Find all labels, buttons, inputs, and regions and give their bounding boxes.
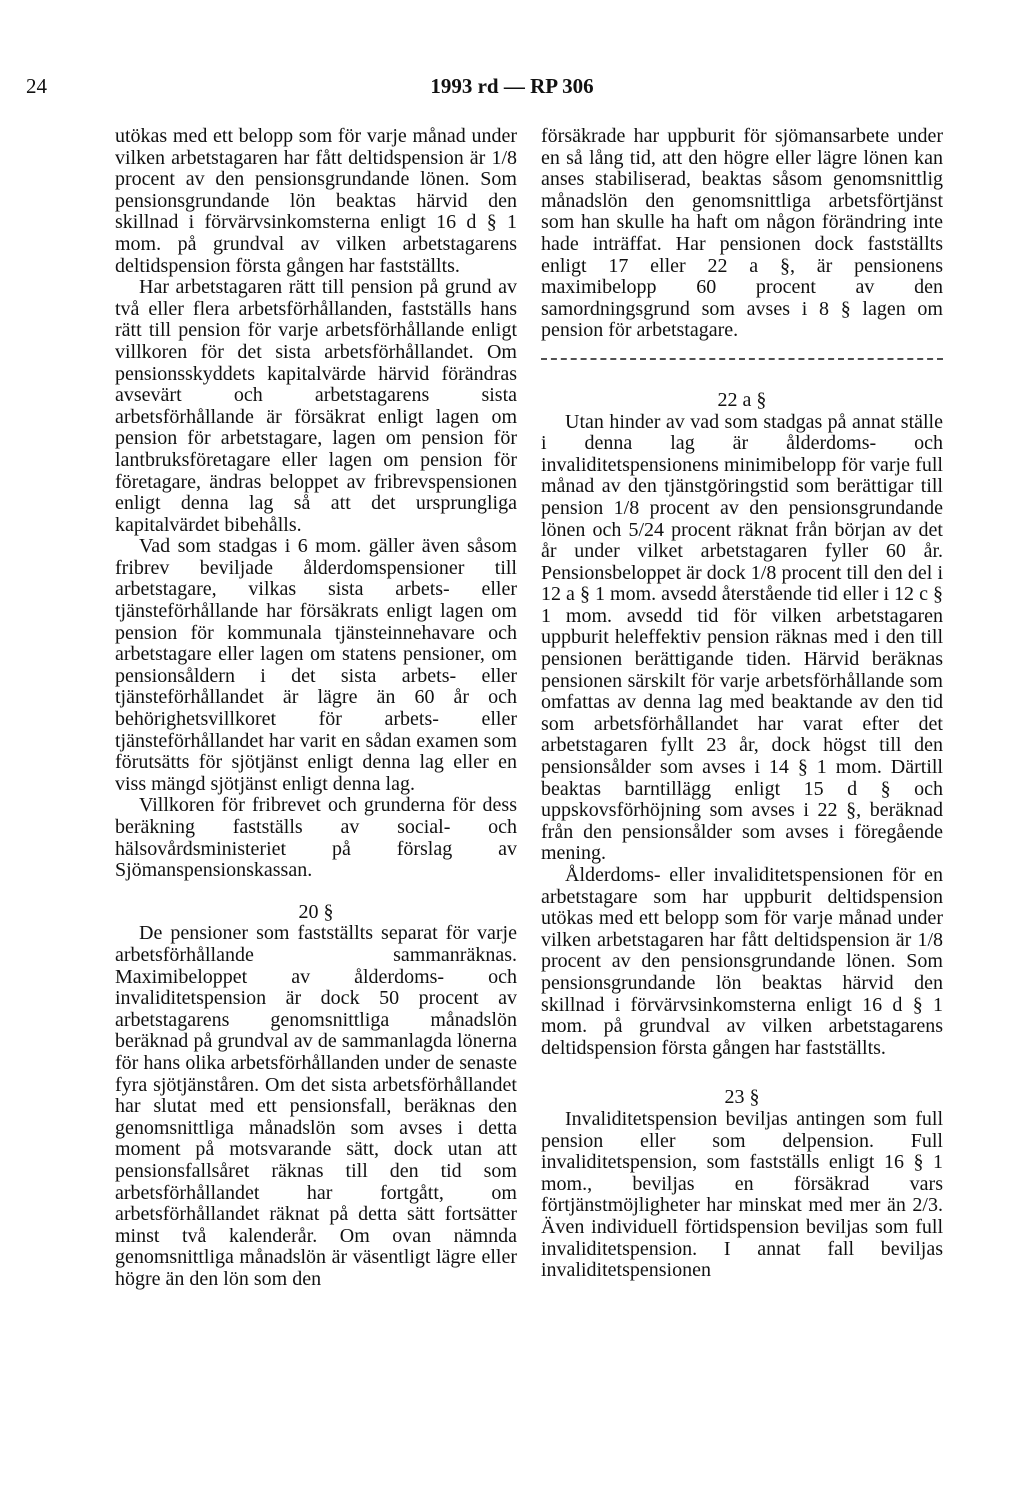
left-column [115, 126, 517, 1290]
paragraph: Har arbetstagaren rätt till pension på grund av två eller flera arbetsförhållanden, fastställs hans rätt till pension för varje arbetsförhållande enligt villkoren för det sista arbetsförhållandet. Om pensionsskyddets kapitalvärde härvid förändras avsevärt och arbetstagarens sista arbetsförhållande är försäkrat enligt lagen om pension för arbetstagare, lagen om pension för lantbruksföretagare eller lagen om pension för företagare, ändras beloppet av fribrevspensionen enligt denna lag så att det ursprungliga kapitalvärdet bibehålls. [115, 276, 517, 536]
paragraph: De pensioner som fastställts separat för varje arbetsförhållande sammanräknas. Maximibeloppet av ålderdoms- och invaliditetspension är dock 50 procent av arbetstagarens genomsnittliga månadslön beräknad på grundval av de sammanlagda lönerna för hans olika arbetsförhållanden under de senaste fyra sjötjänståren. Om det sista arbetsförhållandet har slutat med ett pensionsfall, beräknas den genomsnittliga månadslön som avses i detta moment på motsvarande sätt, dock utan att pensionsfallsåret räknas till den tid som arbetsförhållandet har fortgått, om arbetsförhållandet räknat på detta sätt fortsätter minst två kalenderår. Om ovan nämnda genomsnittliga månadslön är väsentligt lägre eller högre än den lön som den [115, 922, 517, 1290]
paragraph: Ålderdoms- eller invaliditetspensionen för en arbetstagare som har uppburit deltidspension utökas med ett belopp som för varje månad under vilken arbetstagaren har fått deltidspension är 1/8 procent av den pensionsgrundande lönen. Som pensionsgrundande lön beaktas härvid den skillnad i förvärvsinkomsterna enligt 16 d § 1 mom. på grundval av vilken arbetstagarens deltidspension första gången har fastställts. [541, 864, 943, 1059]
right-column [541, 126, 943, 1282]
running-header: 1993 rd — RP 306 [430, 74, 594, 98]
section-heading-20: 20 § [298, 900, 334, 923]
paragraph: Utan hinder av vad som stadgas på annat ställe i denna lag är ålderdoms- och invaliditetspensionens minimibelopp för varje full månad av den tjänstgöringstid som berättigar till pension 1/8 procent av den pensionsgrundande lönen och 5/24 procent räknat från början av det år under vilket arbetstagaren fyller 60 år. Pensionsbeloppet är dock 1/8 procent till den del i 12 a § 1 mom. avsedd återstående tid eller i 12 c § 1 mom. avsedd tid för vilken arbetstagaren uppburit heleffektiv pension räknas med i den till pensionen berättigande tiden. Härvid beräknas pensionen särskilt för varje arbetsförhållande som omfattas av denna lag med beaktande av den tid som arbetsförhållandet har varat efter det arbetstagaren fyllt 23 år, dock högst till den pensionsålder som avses i 14 § 1 mom. Därtill beaktas barntillägg enligt 15 d § och uppskovsförhöjning som avses i 22 §, beräknad från den pensionsålder som avses i föregående mening. [541, 410, 943, 865]
paragraph: Villkoren för fribrevet och grunderna för dess beräkning fastställs av social- och hälsovårdsministeriet på förslag av Sjömanspensionskassan. [115, 794, 517, 882]
paragraph: försäkrade har uppburit för sjömansarbete under en så lång tid, att den högre eller lägre lönen kan anses stabiliserad, beaktas såsom genomsnittlig månadslön den genomsnittliga arbetsförtjänst som han skulle ha haft om någon förändring inte hade inträffat. Har pensionen dock fastställts enligt 17 eller 22 a §, är pensionens maximibelopp 60 procent av den samordningsgrund som avses i 8 § lagen om pension för arbetstagare. [541, 125, 943, 342]
page-number: 24 [26, 74, 47, 98]
paragraph: Invaliditetspension beviljas antingen som full pension eller som delpension. Full invaliditetspension, som fastställs enligt 16 § 1 mom., beviljas en försäkrad vars förtjänstmöjligheter har minskat med mer än 2/3. Även individuell förtidspension beviljas som full invaliditetspension. I annat fall beviljas invaliditetspensionen [541, 1107, 943, 1282]
paragraph: utökas med ett belopp som för varje månad under vilken arbetstagaren har fått deltidspension är 1/8 procent av den pensionsgrundande lönen. Som pensionsgrundande lön beaktas härvid den skillnad i förvärvsinkomsterna enligt 16 d § 1 mom. på grundval av vilken arbetstagarens deltidspension första gången har fastställts. [115, 125, 517, 277]
paragraph: Vad som stadgas i 6 mom. gäller även såsom fribrev beviljade ålderdomspensioner till arbetstagare, vilkas sista arbets- eller tjänsteförhållande har försäkrats enligt lagen om pension för kommunala tjänsteinnehavare och arbetstagare eller lagen om statens pensioner, om pensionsåldern i det sista arbets- eller tjänsteförhållandet är lägre än 60 år och behörighetsvillkoret för arbets- eller tjänsteförhållandet har varit en sådan examen som förutsätts för sjötjänst enligt denna lag eller en viss mängd sjötjänst enligt denna lag. [115, 535, 517, 795]
section-heading-23: 23 § [724, 1086, 760, 1109]
dashed-separator [541, 358, 943, 362]
section-heading-22a: 22 a § [717, 388, 767, 411]
